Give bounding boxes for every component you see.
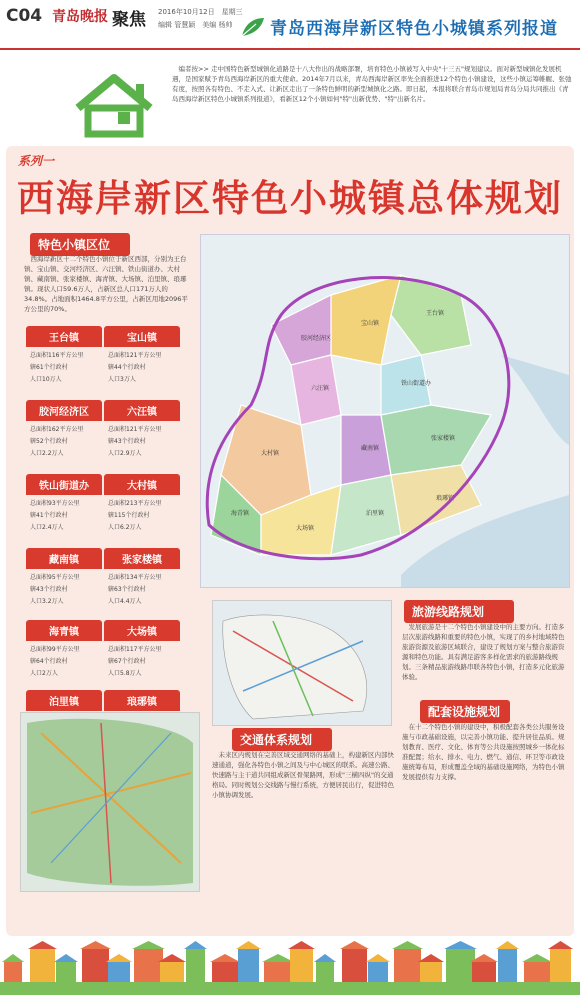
town-stat-line: 总面积162平方公里 xyxy=(30,426,84,433)
town-stats xyxy=(26,495,102,534)
tour-text: 发展旅游是十二个特色小镇建设中的主要方向。打造多层次旅游线路和重要的特色小镇，实现了的乡村地域特色旅游资源及旅游区域联合，建设了规划方案与整合旅游资源和特色功能。具有满足游客多样化需求的旅游路线规划。三条精品旅游线路串联各特色小镇，打造多元化旅游体验。 xyxy=(402,623,565,681)
town-stat-line: 总面积117平方公里 xyxy=(108,646,162,653)
tour-route-map xyxy=(212,600,392,726)
map-region-label: 宝山镇 xyxy=(361,320,380,327)
skyline-roof xyxy=(548,941,573,949)
town-stat-line: 总面积213平方公里 xyxy=(108,500,162,507)
skyline-roof xyxy=(496,941,519,949)
town-stats xyxy=(104,347,180,386)
series-title: 青岛西海岸新区特色小城镇系列报道 xyxy=(270,19,558,39)
town-card xyxy=(26,620,102,680)
town-name: 六汪镇 xyxy=(104,400,180,421)
town-stat-line: 辖41个行政村 xyxy=(30,512,68,519)
map-region-label: 铁山街道办 xyxy=(401,380,432,387)
town-card xyxy=(104,400,180,460)
town-stat-line: 人口4.4万人 xyxy=(108,598,142,605)
town-stat-line: 辖64个行政村 xyxy=(30,658,68,665)
facility-heading: 配套设施规划 xyxy=(420,700,510,723)
location-text: 西海岸新区十二个特色小镇位于新区西部，分别为王台镇、宝山镇、交河经济区、六汪镇、铁山街道办、大村镇、藏南镇、张家楼镇、海青镇、大场镇、泊里镇、琅琊镇。现状人口59.6万人，占新区总人口171万人的34.8%。占地面积1464.8平方公里，占新区用地2096平方公里的70%。 xyxy=(24,255,188,313)
traffic-text: 未来区内规划在完善区域交通网络的基础上，构建新区内部快速通道，强化各特色小镇之间及与中心城区的联系。高速公路、快速路与主干道共同组成新区骨架路网，形成"三横四纵"的交通格局。同时规划公交线路与慢行系统，方便居民出行，促进特色小镇协调发展。 xyxy=(212,751,394,799)
skyline-building xyxy=(238,949,259,982)
skyline-roof xyxy=(418,954,444,962)
skyline-building xyxy=(134,949,163,982)
town-stat-line: 辖44个行政村 xyxy=(108,364,146,371)
town-card xyxy=(26,548,102,608)
town-stats xyxy=(26,347,102,386)
town-name: 宝山镇 xyxy=(104,326,180,347)
date-line: 2016年10月12日 星期三 xyxy=(158,8,243,16)
skyline-roof xyxy=(392,941,423,949)
town-card xyxy=(104,548,180,608)
town-stat-line: 人口6.2万人 xyxy=(108,524,142,531)
skyline-roof xyxy=(366,954,390,962)
page-title: 西海岸新区特色小城镇总体规划 xyxy=(17,176,563,220)
editor-note xyxy=(172,64,572,104)
town-stats xyxy=(104,495,180,534)
town-stat-line: 辖67个行政村 xyxy=(108,658,146,665)
town-name: 泊里镇 xyxy=(26,690,102,711)
town-stat-line: 人口3.2万人 xyxy=(30,598,64,605)
skyline-roof xyxy=(132,941,165,949)
town-stat-line: 人口2.9万人 xyxy=(108,450,142,457)
tour-heading: 旅游线路规划 xyxy=(404,600,514,623)
map-region-label: 海青镇 xyxy=(231,510,250,517)
map-region-label: 大场镇 xyxy=(296,525,315,532)
skyline-roof xyxy=(80,941,111,949)
editor-line: 编辑 管慧颖 美编 杨帅 xyxy=(158,21,233,29)
skyline-building xyxy=(342,949,367,982)
skyline-roof xyxy=(2,954,24,962)
skyline-roof xyxy=(314,954,336,962)
town-stats xyxy=(104,641,180,680)
skyline-building xyxy=(160,962,184,982)
skyline-building xyxy=(56,962,76,982)
skyline-building xyxy=(368,962,388,982)
town-name: 琅琊镇 xyxy=(104,690,180,711)
skyline-building xyxy=(446,949,475,982)
town-name: 铁山街道办 xyxy=(26,474,102,495)
town-name: 大场镇 xyxy=(104,620,180,641)
skyline-roof xyxy=(184,941,207,949)
skyline-building xyxy=(108,962,130,982)
town-stat-line: 总面积121平方公里 xyxy=(108,426,162,433)
skyline-building xyxy=(30,949,55,982)
skyline-building xyxy=(394,949,421,982)
map-region-label: 藏南镇 xyxy=(361,445,380,452)
town-name: 胶河经济区 xyxy=(26,400,102,421)
map-region-label: 王台镇 xyxy=(426,310,445,317)
skyline-roof xyxy=(54,954,78,962)
map-region-label: 张家楼镇 xyxy=(431,435,456,442)
house-icon xyxy=(70,70,165,140)
town-location-map xyxy=(200,234,570,588)
skyline-roof xyxy=(236,941,261,949)
town-stat-line: 总面积134平方公里 xyxy=(108,574,162,581)
town-stat-line: 总面积121平方公里 xyxy=(108,352,162,359)
town-stat-line: 总面积95平方公里 xyxy=(30,574,80,581)
location-heading: 特色小镇区位 xyxy=(30,233,130,256)
skyline-building xyxy=(290,949,313,982)
town-stat-line: 总面积116平方公里 xyxy=(30,352,84,359)
skyline-building xyxy=(498,949,517,982)
town-stats xyxy=(26,569,102,608)
skyline-roof xyxy=(262,954,294,962)
town-card xyxy=(104,326,180,386)
page-header xyxy=(0,0,580,50)
map-svg xyxy=(201,235,569,587)
town-stat-line: 辖61个行政村 xyxy=(30,364,68,371)
map-region-label: 琅琊镇 xyxy=(436,495,455,502)
town-skyline-illustration xyxy=(0,930,580,995)
town-stats xyxy=(26,641,102,680)
town-stat-line: 总面积99平方公里 xyxy=(30,646,80,653)
town-card xyxy=(104,474,180,534)
map-region-label: 胶河经济区 xyxy=(301,335,332,342)
town-stats xyxy=(26,421,102,460)
town-stats xyxy=(104,421,180,460)
town-stat-line: 辖43个行政村 xyxy=(108,438,146,445)
map-region-label: 六汪镇 xyxy=(311,385,330,392)
skyline-building xyxy=(82,949,109,982)
town-stat-line: 辖63个行政村 xyxy=(108,586,146,593)
skyline-roof xyxy=(288,941,315,949)
traffic-map xyxy=(20,712,200,892)
skyline-roof xyxy=(210,954,240,962)
town-name: 海青镇 xyxy=(26,620,102,641)
town-stat-line: 辖52个行政村 xyxy=(30,438,68,445)
skyline-building xyxy=(472,962,496,982)
town-card xyxy=(104,620,180,680)
town-stat-line: 人口2.2万人 xyxy=(30,450,64,457)
skyline-building xyxy=(550,949,571,982)
skyline-building xyxy=(264,962,292,982)
town-name: 藏南镇 xyxy=(26,548,102,569)
town-name: 张家楼镇 xyxy=(104,548,180,569)
skyline-building xyxy=(4,962,22,982)
skyline-building xyxy=(186,949,205,982)
section-name: 聚焦 xyxy=(112,10,146,30)
town-stat-line: 人口10万人 xyxy=(30,376,62,383)
town-stat-line: 人口5.8万人 xyxy=(108,670,142,677)
town-card xyxy=(26,474,102,534)
town-stat-line: 总面积93平方公里 xyxy=(30,500,80,507)
skyline-roof xyxy=(444,941,477,949)
town-stat-line: 人口2.4万人 xyxy=(30,524,64,531)
skyline-roof xyxy=(28,941,57,949)
map-region-label: 泊里镇 xyxy=(366,510,385,517)
town-stat-line: 人口3万人 xyxy=(108,376,136,383)
town-stats xyxy=(104,569,180,608)
facility-text: 在十二个特色小镇的建设中，积极配套各类公共服务设施与市政基础设施，以完善小镇功能、提升居住品质。规划教育、医疗、文化、体育等公共设施按照城乡一体化标准配置；给水、排水、电力、燃气、通信、环卫等市政设施统筹布局，形成覆盖全域的基础设施网络，为特色小镇发展提供有力支撑。 xyxy=(402,723,565,781)
skyline-roof xyxy=(106,954,132,962)
skyline-building xyxy=(524,962,550,982)
paper-name: 青岛晚报 xyxy=(52,9,108,25)
town-card xyxy=(26,400,102,460)
town-name: 大村镇 xyxy=(104,474,180,495)
skyline-roof xyxy=(522,954,552,962)
traffic-heading: 交通体系规划 xyxy=(232,728,332,751)
town-stat-line: 人口2万人 xyxy=(30,670,58,677)
leaf-icon xyxy=(240,16,266,38)
page-number: C04 xyxy=(6,6,43,26)
town-stat-line: 辖43个行政村 xyxy=(30,586,68,593)
skyline-building xyxy=(420,962,442,982)
skyline-building xyxy=(316,962,334,982)
map-region-label: 大村镇 xyxy=(261,450,280,457)
editor-note-text: 编者按>> 走中国特色新型城镇化道路是十八大作出的战略部署，培育特色小镇被写入中央"十三五"规划建议。面对新型城镇化发展机遇，是国家赋予青岛西海岸新区的重大使命。2014年7月以来，青岛西海岸新区率先全面推进12个特色小镇建设，这些小镇运筹帷幄、张弛有度，按照各有特色、不走入式、让新区走出了一条特色鲜明的新型城镇化之路。即日起，本报将联合青岛市规划局青岛分局共同推出《青岛西海岸新区特色小城镇系列报道》，看新区12个小镇如何"特"出新优势、"特"出新名片。 xyxy=(172,65,572,103)
series-tag: 系列一 xyxy=(18,154,55,168)
town-name: 王台镇 xyxy=(26,326,102,347)
skyline-building xyxy=(212,962,238,982)
town-stat-line: 辖115个行政村 xyxy=(108,512,150,519)
town-card xyxy=(26,326,102,386)
skyline-roof xyxy=(340,941,369,949)
